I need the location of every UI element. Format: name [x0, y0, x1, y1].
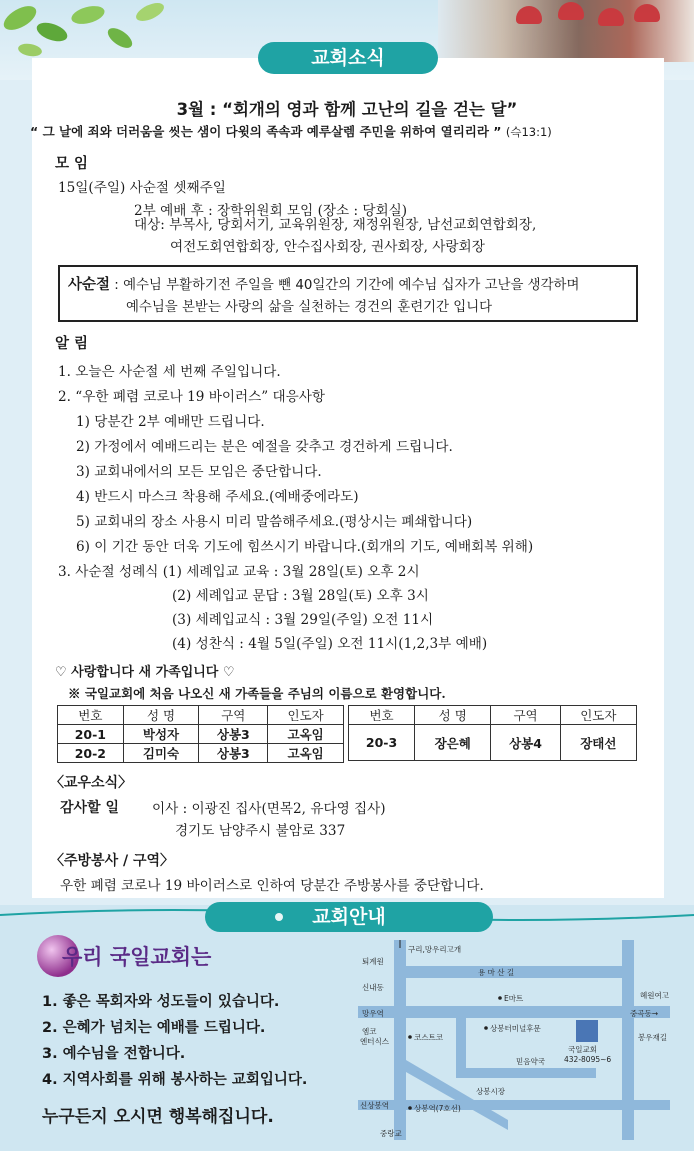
map-label-bongwoo: 봉우재길 [638, 1033, 667, 1042]
col-header: 번호 [349, 706, 415, 725]
cell-guide: 고옥임 [268, 725, 344, 744]
col-header: 구역 [491, 706, 560, 725]
verse-reference: (슥13:1) [505, 125, 552, 139]
notice-line: 1. 오늘은 사순절 세 번째 주일입니다. [58, 364, 281, 380]
cell-district: 상봉3 [199, 744, 268, 763]
map-label-emart: E마트 [504, 994, 524, 1003]
verse-text: “ 그 날에 죄와 더러움을 씻는 샘이 다윗의 족속과 예루살렘 주민을 위하여 열리리라 ” [30, 124, 502, 139]
map-label-sangbongsijang: 상봉시장 [476, 1087, 505, 1096]
notice-line: (3) 세례입교식 : 3월 29일(주일) 오전 11시 [172, 612, 434, 628]
closing-message: 누구든지 오시면 행복해집니다. [42, 1107, 274, 1127]
lent-term: 사순절 [68, 277, 111, 293]
map-label-sangbong-station: 상봉역(7호선) [414, 1104, 461, 1113]
table-row [349, 725, 637, 761]
church-intro-title: 우리 국일교회는 [62, 945, 212, 969]
map-label-church: 국일교회 [568, 1045, 597, 1054]
location-map [358, 940, 670, 1140]
notice-line: 1) 당분간 2부 예배만 드립니다. [76, 414, 265, 430]
cell-guide: 고옥임 [268, 744, 344, 763]
cell-guide: 장태선 [560, 725, 636, 761]
map-label-haewon: 혜원여고 [640, 991, 669, 1000]
map-label-junggok: 중곡동→ [630, 1009, 659, 1018]
kitchen-heading: 〈주방봉사 / 구역〉 [50, 853, 175, 869]
intro-item: 2. 은혜가 넘치는 예배를 드립니다. [42, 1020, 266, 1036]
newcomers-table-left [57, 705, 344, 763]
meeting-after-service: 2부 예배 후 : 장학위원회 모임 (장소 : 당회실) [134, 203, 408, 219]
cell-name: 김미숙 [123, 744, 199, 763]
meeting-targets-2: 여전도회연합회장, 안수집사회장, 권사회장, 사랑회장 [170, 239, 485, 255]
church-guide-label: 교회안내 [312, 906, 386, 928]
cell-number: 20-3 [349, 725, 415, 761]
col-header: 인도자 [560, 706, 636, 725]
notice-line: 4) 반드시 마스크 착용해 주세요.(예배중에라도) [76, 489, 359, 505]
map-label-emco: 엠코 [362, 1027, 377, 1036]
intro-item: 3. 예수님을 전합니다. [42, 1046, 186, 1062]
cell-number: 20-2 [58, 744, 124, 763]
col-header: 성 명 [415, 706, 491, 725]
map-label-pharmacy: 믿음약국 [516, 1057, 545, 1066]
map-label-junghwa: 중랑교 [380, 1129, 402, 1138]
map-label-yongmasan: 용 마 산 길 [478, 968, 515, 977]
thanks-label: 감사할 일 [60, 800, 119, 816]
map-label-enteosik: 엔터식스 [360, 1037, 389, 1046]
moving-info: 이사 : 이광진 집사(면목2, 유다영 집사) [152, 801, 386, 817]
map-label-terminal: 상봉터미널후문 [490, 1024, 541, 1033]
table-row [58, 725, 344, 744]
col-header: 인도자 [268, 706, 344, 725]
kitchen-notice: 우한 폐렴 코로나 19 바이러스로 인하여 당분간 주방봉사를 중단합니다. [60, 878, 484, 894]
col-header: 번호 [58, 706, 124, 725]
meeting-targets-1: 대상: 부목사, 당회서기, 교육위원장, 재정위원장, 남선교회연합회장, [134, 217, 537, 233]
moving-address: 경기도 남양주시 불암로 337 [175, 823, 346, 839]
map-label-mangu: 망우역 [362, 1009, 384, 1018]
church-news-title: 교회소식 [258, 42, 438, 74]
meeting-date: 15일(주일) 사순절 셋째주일 [58, 180, 226, 196]
cell-name: 장은혜 [415, 725, 491, 761]
cell-district: 상봉3 [199, 725, 268, 744]
notice-line: (4) 성찬식 : 4월 5일(주일) 오전 11시(1,2,3부 예배) [172, 636, 488, 652]
lent-line-2: 예수님을 본받는 사랑의 삶을 실천하는 경건의 훈련기간 입니다 [126, 300, 493, 315]
notice-line: 2. “우한 폐렴 코로나 19 바이러스” 대응사항 [58, 389, 326, 405]
church-guide-title [205, 902, 493, 932]
notice-line: 3. 사순절 성례식 (1) 세례입교 교육 : 3월 28일(토) 오후 2시 [58, 564, 420, 580]
church-building-icon [576, 1020, 598, 1042]
notice-line: 2) 가정에서 예배드리는 분은 예절을 갖추고 경건하게 드립니다. [76, 439, 453, 455]
notices-heading: 알 림 [55, 336, 89, 352]
map-label-sinnae: 신내동 [362, 983, 384, 992]
pill-dot [275, 913, 283, 921]
newcomers-table-right [348, 705, 637, 761]
intro-item: 1. 좋은 목회자와 성도들이 있습니다. [42, 994, 280, 1010]
notice-line: 5) 교회내의 장소 사용시 미리 말씀해주세요.(평상시는 폐쇄합니다) [76, 514, 473, 530]
choir-photo [438, 0, 694, 62]
intro-item: 4. 지역사회를 위해 봉사하는 교회입니다. [42, 1072, 308, 1088]
newcomers-note: ※ 국일교회에 처음 나오신 새 가족들을 주님의 이름으로 환영합니다. [68, 686, 446, 701]
notice-line: 3) 교회내에서의 모든 모임은 중단합니다. [76, 464, 322, 480]
map-label-toegyewon: 퇴계원 [362, 957, 384, 966]
cell-number: 20-1 [58, 725, 124, 744]
lent-line-1: : 예수님 부활하기전 주일을 뺀 40일간의 기간에 예수님 십자가 고난을 생각하며 [114, 278, 580, 293]
table-row [58, 744, 344, 763]
cell-district: 상봉4 [491, 725, 560, 761]
newcomers-heading: ♡ 사랑합니다 새 가족입니다 ♡ [55, 665, 235, 680]
map-label-sinsangbong: 신상봉역 [360, 1101, 389, 1110]
notice-line: (2) 세례입교 문답 : 3월 28일(토) 오후 3시 [172, 588, 429, 604]
col-header: 성 명 [123, 706, 199, 725]
notice-line: 6) 이 기간 동안 더욱 기도에 힘쓰시기 바랍니다.(회개의 기도, 예배회복 위해) [76, 539, 534, 555]
monthly-theme: 3월 : “회개의 영과 함께 고난의 길을 걷는 달” [176, 100, 518, 119]
map-label-guri: 구리,망우리고개 [408, 945, 462, 954]
map-label-phone: 432-8095~6 [564, 1055, 612, 1064]
map-label-costco: 코스트코 [414, 1033, 443, 1042]
lent-definition-box [58, 265, 638, 322]
meeting-heading: 모 임 [55, 156, 89, 172]
members-news-heading: 〈교우소식〉 [50, 775, 133, 791]
cell-name: 박성자 [123, 725, 199, 744]
scripture-verse [30, 122, 670, 140]
col-header: 구역 [199, 706, 268, 725]
